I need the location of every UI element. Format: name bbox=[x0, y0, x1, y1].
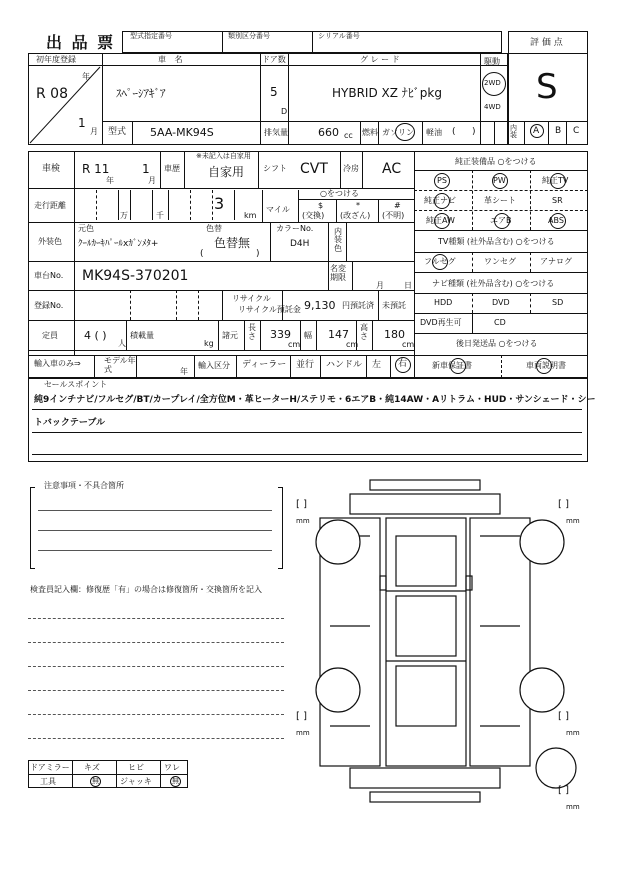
tv-header: TV種類 (社外品含む) ○をつける bbox=[438, 237, 555, 246]
inspection-year-mark: 年 bbox=[106, 176, 114, 185]
equip-navi: 純正ナビ bbox=[424, 196, 456, 205]
width-cm: cm bbox=[346, 340, 359, 349]
original-color-label: 元色 bbox=[78, 224, 94, 233]
fuel-label: 燃料 bbox=[362, 128, 378, 137]
recycle-status: 円預託済 bbox=[342, 301, 374, 310]
handle-left: 左 bbox=[372, 360, 382, 370]
grade-label: グ レ ー ド bbox=[360, 55, 400, 64]
bracket-rl: [ ] bbox=[296, 711, 307, 722]
equip-sr: SR bbox=[552, 196, 563, 205]
import-cat-label: 輸入区分 bbox=[198, 361, 230, 370]
cc-unit: cc bbox=[344, 131, 353, 140]
inspector-label: 検査員記入欄：修復歴「有」の場合は修復箇所・交換箇所を記入 bbox=[30, 585, 262, 594]
inspection-value: R 11 bbox=[82, 162, 110, 176]
name-change-month: 月 bbox=[376, 281, 384, 290]
equipment-header: 純正装備品 ○をつける bbox=[455, 157, 537, 166]
drive-4wd: 4WD bbox=[484, 103, 501, 111]
original-color-value: ｸｰﾙｶｰｷﾊﾟｰﾙxｶﾞﾝﾒﾀ+ bbox=[78, 239, 159, 249]
type-number-label: 型式指定番号 bbox=[130, 32, 172, 40]
recycle-label-1: リサイクル bbox=[232, 294, 271, 303]
recycle-label: リサイクル預託金 bbox=[238, 305, 301, 314]
width-label: 幅 bbox=[304, 331, 312, 340]
mileage-man: 万 bbox=[120, 211, 128, 220]
category-number-label: 類別区分番号 bbox=[228, 32, 270, 40]
chassis-value: MK94S-370201 bbox=[82, 268, 189, 284]
history-note: ※未記入は自家用 bbox=[196, 152, 251, 160]
navi-dvd: DVD bbox=[492, 298, 510, 307]
equip-aw: 純正AW bbox=[426, 216, 455, 225]
mileage-opt2-sym: * bbox=[356, 201, 360, 210]
tools-label: 工具 bbox=[40, 777, 56, 786]
import-parallel: 並行 bbox=[296, 360, 315, 370]
equip-tv: 純正TV bbox=[542, 176, 569, 185]
form-title: 出 品 票 bbox=[46, 33, 116, 52]
mm-rl: mm bbox=[296, 729, 310, 737]
grade-value: HYBRID XZ ﾅﾋﾞpkg bbox=[332, 86, 442, 100]
color-label: 外装色 bbox=[38, 237, 62, 246]
drive-2wd: 2WD bbox=[484, 79, 501, 87]
model-label: 型式 bbox=[108, 127, 127, 137]
interior-color-label: 内装色 bbox=[334, 227, 342, 253]
mm-spare: mm bbox=[566, 803, 580, 811]
width-value: 147 bbox=[328, 328, 349, 341]
mileage-value: 3 bbox=[214, 194, 225, 213]
evaluation-label: 評 価 点 bbox=[530, 38, 563, 48]
mileage-opt2: (改ざん) bbox=[340, 211, 371, 220]
navi-sd: SD bbox=[552, 298, 564, 307]
mileage-mile: マイル bbox=[266, 205, 290, 214]
fuel-other-close: ) bbox=[472, 127, 476, 137]
handle-label: ハンドル bbox=[326, 360, 363, 370]
history-label: 車歴 bbox=[164, 164, 180, 173]
fuel-diesel: 軽油 bbox=[426, 128, 442, 137]
color-paren-open: ( bbox=[200, 249, 204, 259]
recycle-value: 9,130 bbox=[304, 299, 336, 312]
jack-value: 無 bbox=[172, 777, 179, 785]
notes-label: 注意事項・不具合箇所 bbox=[44, 481, 124, 490]
car-name-value: ｽﾍﾟｰｼｱｷﾞｱ bbox=[116, 87, 166, 100]
equip-abs: ABS bbox=[548, 216, 564, 225]
mm-rr: mm bbox=[566, 729, 580, 737]
displacement-label: 排気量 bbox=[264, 128, 288, 137]
model-year-mark: 年 bbox=[180, 367, 188, 376]
name-change-label: 名変期限 bbox=[330, 264, 346, 282]
fuel-gasoline: ガソリン bbox=[382, 128, 414, 137]
registration-label: 登録No. bbox=[34, 301, 64, 310]
doors-suffix: D bbox=[281, 107, 288, 116]
equip-pw: PW bbox=[493, 176, 506, 185]
sales-line-2: トバックテーブル bbox=[34, 418, 106, 428]
length-label: 長さ bbox=[248, 323, 256, 341]
length-cm: cm bbox=[288, 340, 301, 349]
interior-b: B bbox=[555, 126, 562, 136]
mm-fl: mm bbox=[296, 517, 310, 525]
dvd-playback-value: CD bbox=[494, 318, 506, 327]
sales-point-block bbox=[28, 378, 588, 462]
drive-label: 駆動 bbox=[484, 57, 500, 66]
color-change-value: 色替無 bbox=[214, 236, 251, 250]
height-value: 180 bbox=[384, 328, 405, 341]
import-label: 輸入車のみ⇒ bbox=[34, 359, 81, 368]
evaluation-score: S bbox=[536, 67, 558, 107]
displacement-value: 660 bbox=[318, 126, 339, 139]
mirror-scratch: キズ bbox=[84, 763, 100, 772]
bracket-fl: [ ] bbox=[296, 499, 307, 510]
history-value: 自家用 bbox=[208, 165, 245, 179]
capacity-label: 定員 bbox=[42, 331, 58, 340]
tools-value: 無 bbox=[92, 777, 99, 785]
doors-value: 5 bbox=[270, 85, 278, 99]
navi-hdd: HDD bbox=[434, 298, 453, 307]
model-value: 5AA-MK94S bbox=[150, 126, 214, 139]
first-reg-month: 1 bbox=[78, 116, 86, 130]
ac-value: AC bbox=[382, 161, 402, 177]
equip-leather: 革シート bbox=[484, 196, 516, 205]
capacity-value: 4 ( ) bbox=[84, 329, 107, 342]
tv-oneseg: ワンセグ bbox=[484, 257, 516, 266]
interior-c: C bbox=[573, 126, 580, 136]
load-kg: kg bbox=[204, 339, 214, 348]
bracket-rr: [ ] bbox=[558, 711, 569, 722]
navi-header: ナビ種類 (社外品含む) ○をつける bbox=[432, 279, 555, 288]
inspection-month: 1 bbox=[142, 162, 150, 176]
fuel-other-open: ( bbox=[452, 127, 456, 137]
import-dealer: ディーラー bbox=[242, 360, 287, 370]
mileage-opt3-sym: # bbox=[394, 201, 401, 210]
mirror-break: ワレ bbox=[164, 763, 180, 772]
later-warranty: 新車保証書 bbox=[432, 361, 472, 370]
height-label: 高さ bbox=[360, 323, 368, 341]
later-header: 後日発送品 ○をつける bbox=[456, 339, 538, 348]
shift-label: シフト bbox=[263, 164, 287, 173]
color-paren-close: ) bbox=[256, 249, 260, 259]
sales-line-1: 純9インチナビ/フルセグ/BT/カープレイ/全方位M・革ヒーターH/ステリモ・6エアB・純14AW・Aリトラム・HUD・サンシェード・シー bbox=[34, 395, 596, 405]
mm-fr: mm bbox=[566, 517, 580, 525]
dvd-playback-label: DVD再生可 bbox=[420, 318, 462, 327]
sales-point-label: セールスポイント bbox=[44, 380, 108, 389]
car-damage-diagram bbox=[290, 476, 596, 810]
interior-a: A bbox=[533, 126, 540, 136]
length-value: 339 bbox=[270, 328, 291, 341]
color-no-label: カラーNo. bbox=[276, 224, 314, 233]
mileage-sen: 千 bbox=[156, 211, 164, 220]
first-reg-value: R 08 bbox=[36, 86, 68, 102]
mirror-label: ドアミラー bbox=[30, 763, 70, 772]
dims-label: 諸元 bbox=[222, 331, 238, 340]
chassis-label: 車台No. bbox=[34, 271, 64, 280]
bracket-fr: [ ] bbox=[558, 499, 569, 510]
capacity-person: 人 bbox=[118, 339, 126, 348]
tv-analog: アナログ bbox=[540, 257, 572, 266]
first-reg-label: 初年度登録 bbox=[36, 55, 76, 64]
name-change-day: 日 bbox=[404, 281, 412, 290]
serial-number-label: シリアル番号 bbox=[318, 32, 360, 40]
load-label: 積載量 bbox=[130, 331, 154, 340]
mirror-crack: ヒビ bbox=[128, 763, 144, 772]
color-no-value: D4H bbox=[290, 239, 310, 249]
car-name-label: 車 名 bbox=[158, 55, 186, 64]
mileage-opt1-sym: $ bbox=[318, 201, 324, 210]
doors-label: ドア数 bbox=[262, 55, 286, 64]
month-mark: 月 bbox=[90, 127, 98, 136]
bracket-spare: [ ] bbox=[558, 785, 569, 796]
equip-ps: PS bbox=[437, 176, 447, 185]
handle-right: 右 bbox=[398, 359, 408, 369]
recycle-unpaid: 未預託 bbox=[382, 301, 406, 310]
shift-value: CVT bbox=[300, 161, 328, 177]
inspection-label: 車検 bbox=[42, 164, 61, 174]
mileage-opt1: (交換) bbox=[302, 211, 325, 220]
jack-label: ジャッキ bbox=[120, 777, 152, 786]
model-year-label: モデル年式 bbox=[104, 356, 136, 374]
height-cm: cm bbox=[402, 340, 415, 349]
mileage-circle-note: ○をつける bbox=[320, 189, 359, 198]
mileage-opt3: (不明) bbox=[382, 211, 405, 220]
year-mark: 年 bbox=[82, 72, 90, 81]
ac-label: 冷房 bbox=[343, 164, 359, 173]
equip-airbag: エアB bbox=[490, 216, 512, 225]
tv-fullseg: フルセグ bbox=[424, 257, 456, 266]
later-manual: 車両説明書 bbox=[526, 361, 566, 370]
mileage-label: 走行距離 bbox=[34, 201, 66, 210]
mileage-km: km bbox=[244, 211, 257, 220]
color-change-label: 色替 bbox=[206, 224, 222, 233]
inspection-month-mark: 月 bbox=[148, 176, 156, 185]
interior-label: 内装 bbox=[510, 124, 517, 139]
